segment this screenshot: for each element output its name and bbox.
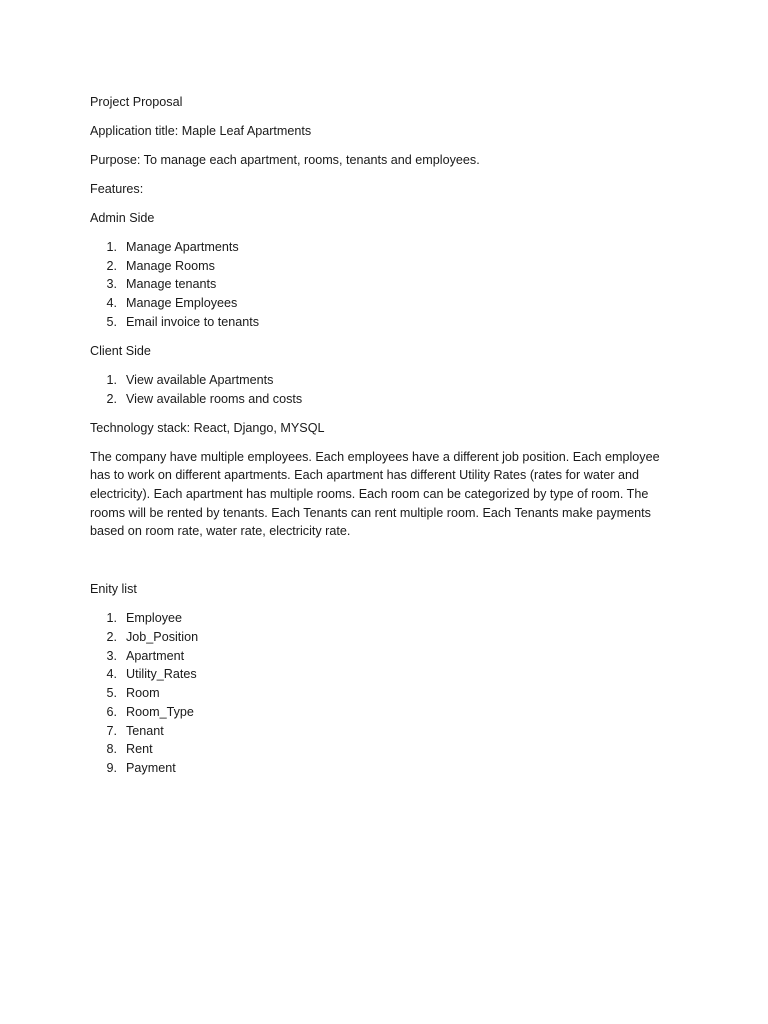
- list-number: 2.: [106, 258, 117, 273]
- list-item-text: Room: [126, 686, 160, 701]
- list-number: 6.: [106, 704, 117, 719]
- list-item: [90, 313, 670, 332]
- list-item: [90, 759, 670, 778]
- purpose-text: Purpose: To manage each apartment, rooms, tenants and employees.: [90, 153, 480, 167]
- list-item-text: Email invoice to tenants: [126, 314, 260, 329]
- list-item-text: Employee: [126, 611, 183, 626]
- admin-side-label: Admin Side: [90, 211, 155, 225]
- admin-features-list: [90, 238, 670, 332]
- list-number: 3.: [106, 648, 117, 663]
- technology-stack: Technology stack: React, Django, MYSQL: [90, 420, 325, 435]
- features-label: Features:: [90, 182, 144, 196]
- document-body: [90, 93, 670, 788]
- description-paragraph: The company have multiple employees. Each employees have a different job position. Each employee has to work on different apartments. Each apartment has different Utility Rates (rates for water and electricity). Each apartment has multiple rooms. Each room can be categorized by type of room. The rooms will be rented by tenants. Each Tenants can rent multiple room. Each Tenants make payments based on room rate, water rate, electricity rate.: [90, 449, 660, 539]
- blank-line: [90, 551, 670, 580]
- list-item: [90, 238, 670, 257]
- list-item-text: View available rooms and costs: [126, 391, 303, 406]
- list-number: 8.: [106, 742, 117, 757]
- entity-list: [90, 609, 670, 777]
- list-item-text: Manage tenants: [126, 277, 217, 292]
- list-item-text: Job_Position: [126, 630, 199, 645]
- document-heading: Project Proposal: [90, 95, 183, 109]
- list-item-text: Manage Apartments: [126, 240, 239, 254]
- list-item: [90, 703, 670, 722]
- list-item-text: Manage Employees: [126, 296, 238, 311]
- list-item: [90, 609, 670, 628]
- list-item: [90, 390, 670, 409]
- list-item: [90, 740, 670, 759]
- list-number: 1.: [106, 240, 117, 254]
- application-title: Application title: Maple Leaf Apartments: [90, 124, 312, 138]
- list-item: [90, 665, 670, 684]
- list-item: [90, 628, 670, 647]
- list-number: 5.: [106, 314, 117, 329]
- list-item: [90, 371, 670, 390]
- list-number: 4.: [106, 667, 117, 682]
- list-item: [90, 294, 670, 313]
- list-item-text: Room_Type: [126, 704, 194, 719]
- list-number: 2.: [106, 391, 117, 406]
- list-item: [90, 722, 670, 741]
- list-number: 3.: [106, 277, 117, 292]
- list-item-text: Payment: [126, 760, 176, 775]
- list-item-text: Manage Rooms: [126, 258, 215, 273]
- list-item-text: View available Apartments: [126, 372, 274, 387]
- list-number: 1.: [106, 372, 117, 387]
- list-number: 4.: [106, 296, 117, 311]
- entity-list-label: Enity list: [90, 582, 137, 597]
- list-item-text: Rent: [126, 742, 153, 757]
- list-item-text: Apartment: [126, 648, 185, 663]
- list-item: [90, 684, 670, 703]
- list-item: [90, 257, 670, 276]
- list-number: 5.: [106, 686, 117, 701]
- list-number: 2.: [106, 630, 117, 645]
- list-number: 7.: [106, 723, 117, 738]
- list-item-text: Tenant: [126, 723, 164, 738]
- list-item-text: Utility_Rates: [126, 667, 197, 682]
- list-number: 9.: [106, 760, 117, 775]
- list-item: [90, 275, 670, 294]
- client-features-list: [90, 371, 670, 408]
- list-item: [90, 647, 670, 666]
- client-side-label: Client Side: [90, 343, 151, 358]
- list-number: 1.: [106, 611, 117, 626]
